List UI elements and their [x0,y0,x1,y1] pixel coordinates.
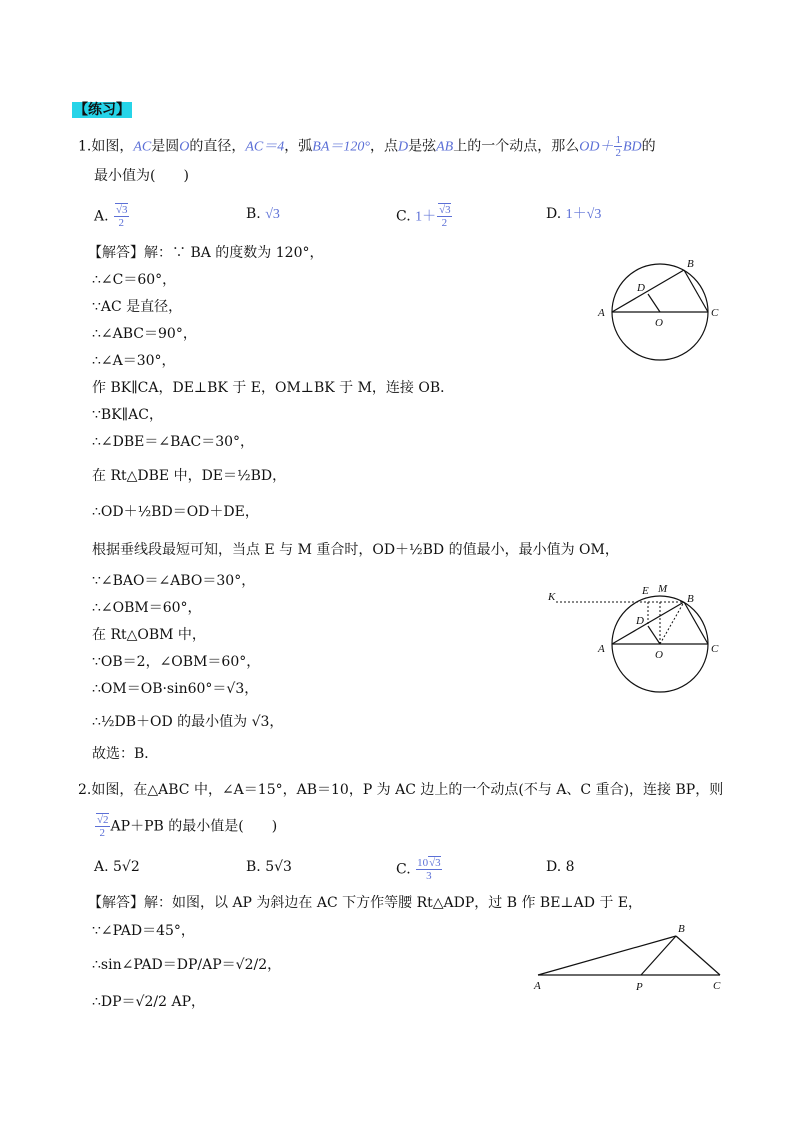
q1-sol-7: ∴∠DBE＝∠BAC＝30°， [92,434,255,450]
fig2-label-k: K [548,591,556,603]
q1-option-b: B. √3 [246,206,280,222]
q2-stem: 2.如图，在△ABC 中，∠A＝15°，AB＝10，P 为 AC 边上的一个动点(不与 A、C 重合)，连接 BP，则 [78,782,724,798]
fig2-label-m: M [658,583,668,595]
q1-figure-circle [590,250,730,362]
q2-sol-1: ∵∠PAD＝45°， [92,923,195,939]
q2-option-c: C. $\frac{10√3}{3}$ [396,857,441,882]
q1-sol-14: ∵OB＝2，∠OBM＝60°， [92,654,261,670]
q2-sol-2: ∴sin∠PAD＝DP/AP＝√2/2， [92,957,282,973]
q1-figure-construction [540,580,730,700]
fig2-label-b: B [687,593,694,605]
fig1-label-a: A [598,307,605,319]
fig2-label-c: C [711,643,719,655]
section-label: 【练习】 [74,102,130,118]
q1-sol-1: ∴∠C＝60°， [92,272,177,288]
q2-option-d: D. 8 [546,859,575,875]
fig3-label-c: C [713,980,721,992]
q1-sol-17: 故选：B． [92,746,159,762]
q1-sol-2: ∵AC 是直径， [92,299,183,315]
q1-sol-13: 在 Rt△OBM 中， [92,627,206,643]
q1-sol-6: ∵BK∥AC， [92,407,163,423]
q1-sol-11: ∵∠BAO＝∠ABO＝30°， [92,573,256,589]
q1-sol-10: 根据垂线段最短可知，当点 E 与 M 重合时，OD＋½BD 的值最小，最小值为 OM， [92,542,619,558]
q2-option-b: B. 5√3 [246,859,292,875]
q1-option-d: D. 1＋√3 [546,206,602,222]
fig2-label-o: O [655,649,663,661]
q2-sol-3: ∴DP＝√2/2 AP， [92,994,205,1010]
q1-sol-3: ∴∠ABC＝90°， [92,326,197,342]
q1-option-c: C. 1＋ $\frac{√3}{2}$ [396,204,451,229]
q1-sol-16: ∴½DB＋OD 的最小值为 √3， [92,714,284,730]
fig1-label-d: D [637,282,645,294]
fig3-label-a: A [534,980,541,992]
fig1-label-b: B [687,258,694,270]
fig1-label-c: C [711,307,719,319]
q1-sol-4: ∴∠A＝30°， [92,353,176,369]
fig2-label-e: E [642,585,649,597]
fig1-label-o: O [655,317,663,329]
q1-stem: 1.如图，AC是圆O的直径，AC＝4，弧BA＝120°，点D是弦AB上的一个动点，那么OD＋ $\frac{1}{2}$ BD的 [78,134,656,159]
q1-sol-0: 【解答】解：∵ BA 的度数为 120°， [88,245,324,261]
q1-sol-12: ∴∠OBM＝60°， [92,600,202,616]
q2-sol-0: 【解答】解：如图，以 AP 为斜边在 AC 下方作等腰 Rt△ADP，过 B 作 BE⊥AD 于 E， [88,895,643,911]
fig3-label-b: B [678,923,685,935]
q2-stem-line2: $\frac{√2}{2}$ AP＋PB 的最小值是( ) [97,814,278,839]
q1-sol-8: 在 Rt△DBE 中，DE＝½BD， [92,468,287,484]
fig3-label-p: P [636,981,643,993]
q1-option-a: A. $\frac{√3}{2}$ [94,204,128,229]
fig2-label-a: A [598,643,605,655]
q1-sol-15: ∴OM＝OB·sin60°＝√3， [92,681,259,697]
q2-figure-triangle [526,918,736,998]
q2-option-a: A. 5√2 [94,859,140,875]
q1-sol-5: 作 BK∥CA，DE⊥BK 于 E，OM⊥BK 于 M，连接 OB． [92,380,455,396]
q1-stem-line2: 最小值为( ) [94,168,189,184]
q1-sol-9: ∴OD＋½BD＝OD＋DE， [92,504,259,520]
fig2-label-d: D [636,615,644,627]
